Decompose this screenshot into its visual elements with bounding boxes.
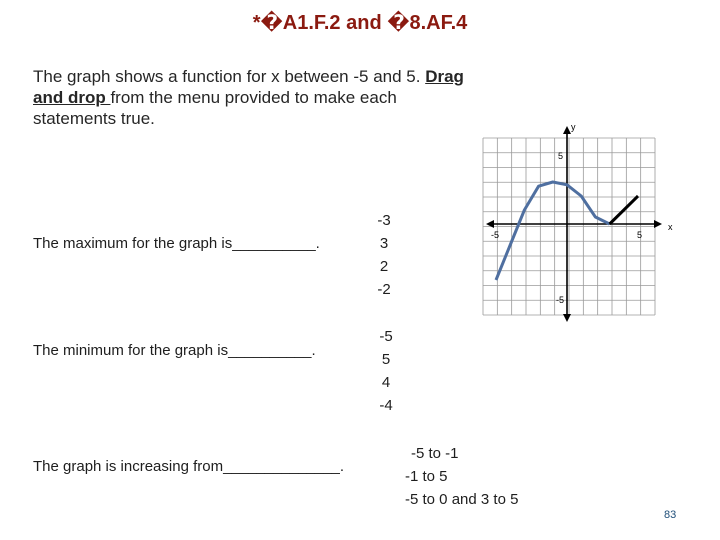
axis-arrow xyxy=(563,314,571,322)
option-minimum[interactable]: 5 xyxy=(381,351,391,368)
option-maximum[interactable]: -2 xyxy=(377,281,391,298)
option-maximum[interactable]: -3 xyxy=(377,212,391,229)
statement-increasing: The graph is increasing from______________. xyxy=(33,458,345,475)
x-tick-label-left: -5 xyxy=(491,230,500,240)
graph-axes xyxy=(486,126,662,322)
statement-minimum: The minimum for the graph is__________. xyxy=(33,342,316,359)
instructions-drag-drop: Drag and drop xyxy=(33,67,464,107)
option-minimum[interactable]: 4 xyxy=(381,374,391,391)
option-increasing[interactable]: -1 to 5 xyxy=(405,468,448,485)
options-increasing xyxy=(405,442,518,511)
options-minimum xyxy=(364,325,408,417)
x-tick-label-right: 5 xyxy=(637,230,643,240)
option-minimum[interactable]: -4 xyxy=(379,397,393,414)
axis-arrow xyxy=(654,220,662,228)
instructions-part-1: The graph shows a function for x between -5 and 5. xyxy=(33,67,426,86)
function-line-segment xyxy=(610,196,638,224)
option-increasing[interactable]: -5 to -1 xyxy=(411,445,459,462)
options-maximum xyxy=(362,209,406,301)
instructions xyxy=(33,66,483,129)
y-axis-label: y xyxy=(571,122,576,132)
y-tick-label-bottom: -5 xyxy=(556,295,565,305)
function-graph xyxy=(480,118,680,324)
option-maximum[interactable]: 2 xyxy=(379,258,389,275)
option-minimum[interactable]: -5 xyxy=(379,328,393,345)
page-number: 83 xyxy=(664,509,677,521)
statement-maximum: The maximum for the graph is__________. xyxy=(33,235,320,252)
slide-title: *�A1.F.2 and �8.AF.4 xyxy=(252,12,468,34)
option-increasing[interactable]: -5 to 0 and 3 to 5 xyxy=(405,491,519,508)
option-maximum[interactable]: 3 xyxy=(379,235,389,252)
y-tick-label-top: 5 xyxy=(558,151,564,161)
instructions-part-2: from the menu provided to make each statements true. xyxy=(33,88,397,128)
graph-grid xyxy=(483,138,655,315)
axis-arrow xyxy=(563,126,571,134)
x-axis-label: x xyxy=(668,222,673,232)
